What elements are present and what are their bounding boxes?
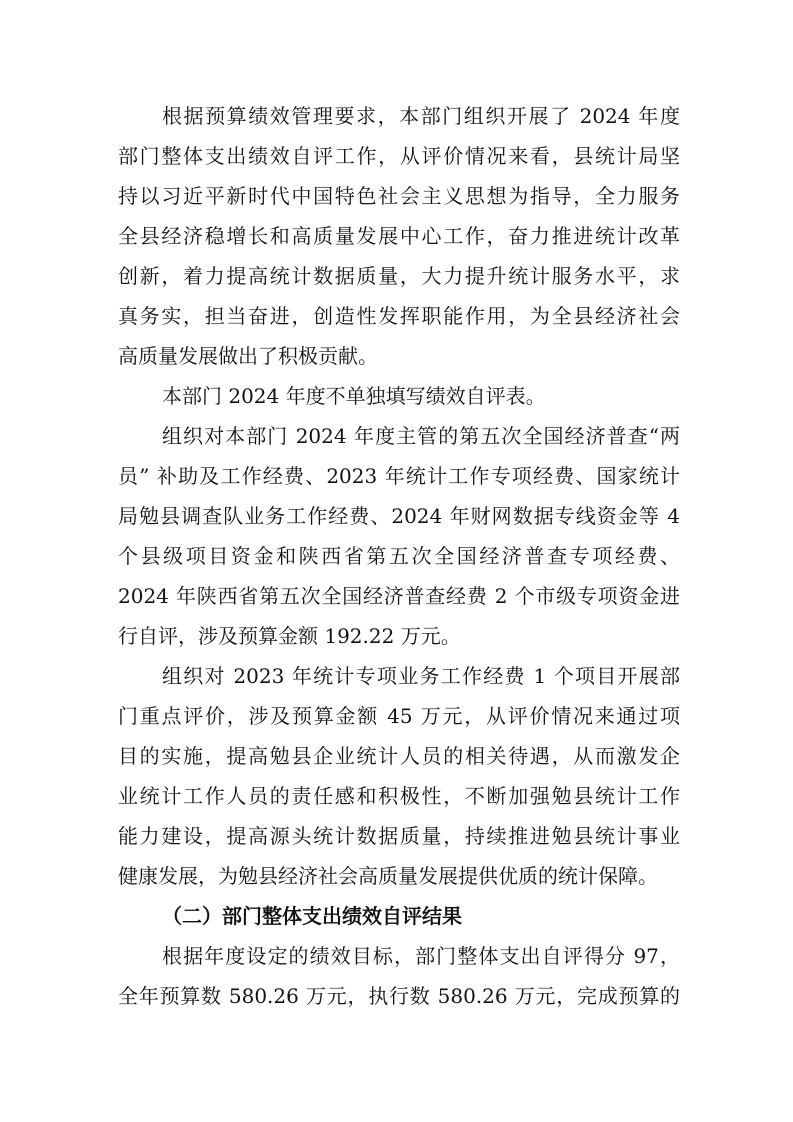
paragraph-line: 个县级项目资金和陕西省第五次全国经济普查专项经费、 xyxy=(118,544,680,568)
paragraph-line: 局勉县调查队业务工作经费、2024 年财网数据专线资金等 4 xyxy=(118,504,680,528)
paragraph-line: 门重点评价，涉及预算金额 45 万元，从评价情况来通过项 xyxy=(118,704,680,728)
paragraph-line: 高质量发展做出了积极贡献。 xyxy=(118,344,378,368)
paragraph-overview xyxy=(118,96,680,376)
paragraph-project-self-eval xyxy=(118,416,680,656)
paragraph-line: 真务实，担当奋进，创造性发挥职能作用，为全县经济社会 xyxy=(118,304,680,328)
paragraph-line: 组织对本部门 2024 年度主管的第五次全国经济普查“两 xyxy=(162,424,680,448)
paragraph-line: 持以习近平新时代中国特色社会主义思想为指导，全力服务 xyxy=(118,184,680,208)
paragraph-line: 目的实施，提高勉县企业统计人员的相关待遇，从而激发企 xyxy=(118,744,680,768)
paragraph-self-eval-result xyxy=(118,936,680,1016)
paragraph-line: 行自评，涉及预算金额 192.22 万元。 xyxy=(118,624,461,648)
paragraph-line: 创新，着力提高统计数据质量，大力提升统计服务水平，求 xyxy=(118,264,680,288)
paragraph-line: 部门整体支出绩效自评工作，从评价情况来看，县统计局坚 xyxy=(118,144,680,168)
paragraph-line: 员” 补助及工作经费、2023 年统计工作专项经费、国家统计 xyxy=(118,464,680,488)
section-heading xyxy=(118,896,680,936)
paragraph-line: 本部门 2024 年度不单独填写绩效自评表。 xyxy=(162,384,546,408)
paragraph-line: 2024 年陕西省第五次全国经济普查经费 2 个市级专项资金进 xyxy=(118,584,680,608)
paragraph-line: 全年预算数 580.26 万元，执行数 580.26 万元，完成预算的 xyxy=(118,984,680,1008)
paragraph-line: 全县经济稳增长和高质量发展中心工作，奋力推进统计改革 xyxy=(118,224,680,248)
paragraph-line: 根据预算绩效管理要求，本部门组织开展了 2024 年度 xyxy=(162,104,680,128)
paragraph-line: 业统计工作人员的责任感和积极性，不断加强勉县统计工作 xyxy=(118,784,680,808)
paragraph-no-self-eval-form xyxy=(118,376,680,416)
paragraph-line: 健康发展，为勉县经济社会高质量发展提供优质的统计保障。 xyxy=(118,864,658,888)
section-heading-text: （二）部门整体支出绩效自评结果 xyxy=(162,904,462,928)
paragraph-line: 能力建设，提高源头统计数据质量，持续推进勉县统计事业 xyxy=(118,824,680,848)
paragraph-line: 根据年度设定的绩效目标，部门整体支出自评得分 97， xyxy=(162,944,680,968)
paragraph-line: 组织对 2023 年统计专项业务工作经费 1 个项目开展部 xyxy=(162,664,680,688)
paragraph-key-evaluation xyxy=(118,656,680,896)
document-body xyxy=(118,96,680,1016)
